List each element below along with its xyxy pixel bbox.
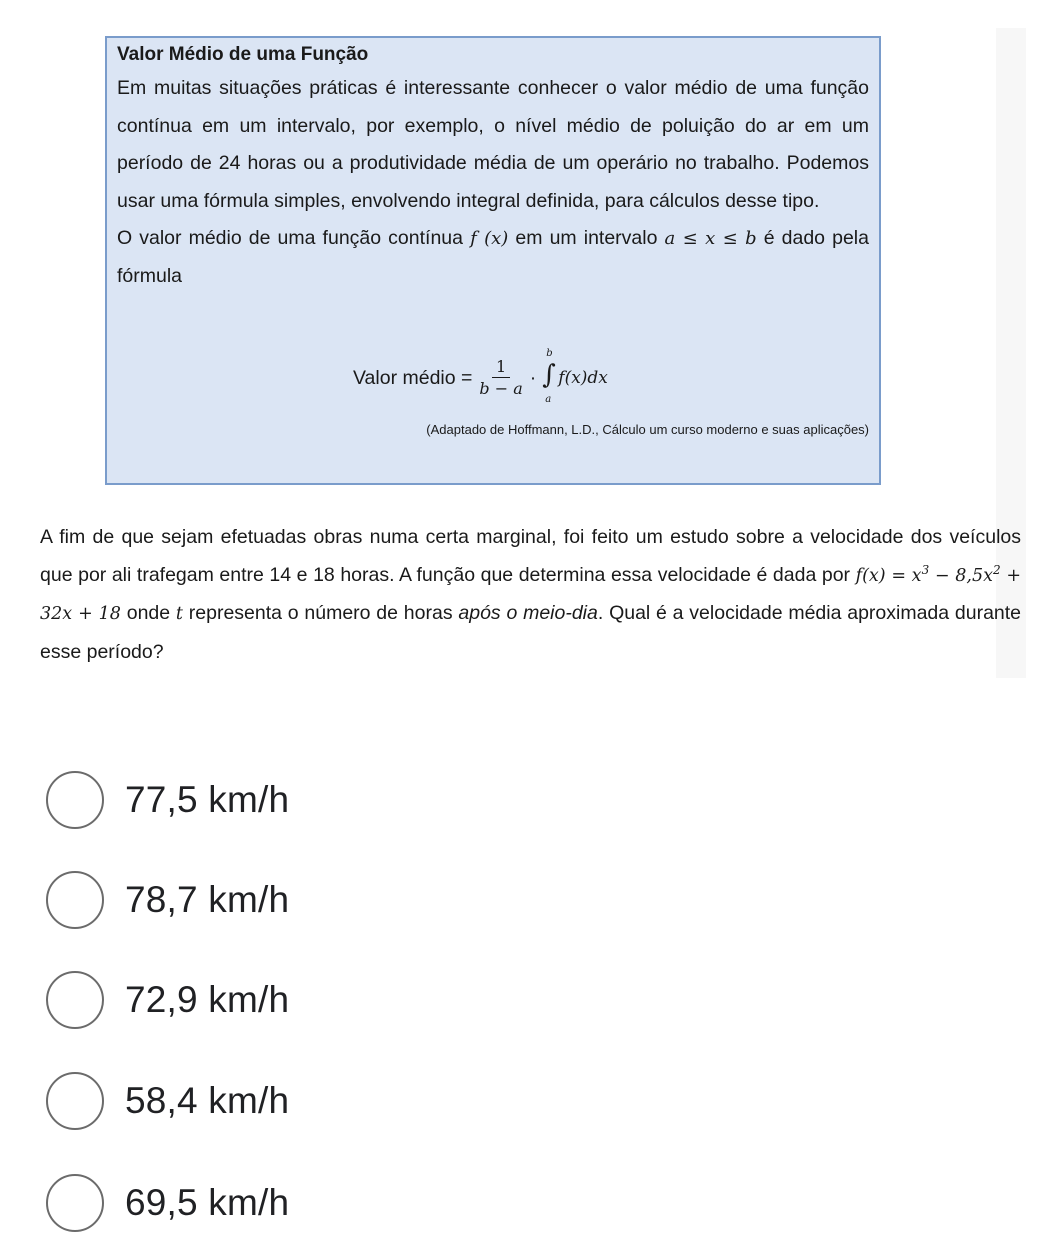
option-label: 78,7 km/h — [125, 879, 290, 920]
radio-button[interactable] — [46, 1174, 104, 1232]
integral-upper-bound: b — [546, 348, 553, 359]
box-p2-middle: em um intervalo — [515, 227, 658, 249]
option-d[interactable] — [46, 1069, 646, 1133]
fn-exponent-3: 3 — [921, 562, 930, 577]
fraction-numerator: 1 — [492, 357, 510, 378]
radio-button[interactable] — [46, 971, 104, 1029]
multiply-dot: · — [529, 366, 537, 389]
question-intro: A fim de que sejam efetuadas obras numa certa marginal, foi feito um estudo sobre a velocidade dos veículos que por ali trafegam entre 14 e 18 horas. A função que determina essa velocidade é dada por — [40, 526, 1021, 586]
integral-symbol — [540, 350, 558, 406]
box-title: Valor Médio de uma Função — [117, 44, 369, 65]
question-end: . Qual é a velocidade média aproximada durante esse período? — [40, 602, 1022, 663]
fn-exponent-2: 2 — [992, 562, 1001, 577]
integrand: f(x)dx — [558, 368, 608, 388]
fn-end: + 32x + 18 — [40, 565, 1021, 624]
box-paragraph-2 — [117, 220, 869, 295]
mean-value-formula — [353, 346, 608, 410]
question-text — [40, 519, 1021, 671]
fn-lhs: f(x) = x — [855, 565, 922, 586]
question-emphasis: após o meio-dia — [458, 602, 598, 624]
option-a[interactable] — [46, 768, 646, 832]
fx-expression: f (x) — [470, 228, 509, 249]
integral-lower-bound: a — [545, 394, 552, 405]
option-label: 72,9 km/h — [125, 979, 290, 1020]
box-p2-text: O valor médio de uma função contínua — [117, 227, 463, 249]
box-paragraph-1: Em muitas situações práticas é interessante conhecer o valor médio de uma função contínua em um intervalo, por exemplo, o nível médio de poluição do ar em um período de 24 horas ou a produtividade média de um operário no trabalho. Podemos usar uma fórmula simples, envolvendo integral definida, para cálculos desse tipo. — [117, 77, 869, 212]
integral-sign: ∫ — [542, 360, 556, 390]
variable-t: t — [175, 604, 183, 624]
source-citation: (Adaptado de Hoffmann, L.D., Cálculo um curso moderno e suas aplicações) — [426, 422, 869, 437]
option-label: 77,5 km/h — [125, 779, 290, 820]
definition-box — [105, 36, 881, 485]
formula-label: Valor médio = — [353, 366, 473, 389]
box-text — [117, 70, 869, 295]
option-e[interactable] — [46, 1171, 646, 1235]
option-c[interactable] — [46, 968, 646, 1032]
formula-fraction — [476, 357, 525, 400]
box-p2-end: é dado pela fórmula — [117, 227, 869, 287]
option-label: 69,5 km/h — [125, 1182, 290, 1223]
radio-button[interactable] — [46, 1072, 104, 1130]
fraction-denominator: b − a — [479, 378, 523, 398]
option-b[interactable] — [46, 868, 646, 932]
question-represents: representa o número de horas — [188, 602, 453, 624]
radio-button[interactable] — [46, 771, 104, 829]
fn-middle: − 8,5x — [929, 565, 993, 586]
question-onde: onde — [126, 602, 171, 624]
radio-button[interactable] — [46, 871, 104, 929]
option-label: 58,4 km/h — [125, 1080, 290, 1121]
interval-expression: a ≤ x ≤ b — [664, 228, 757, 249]
